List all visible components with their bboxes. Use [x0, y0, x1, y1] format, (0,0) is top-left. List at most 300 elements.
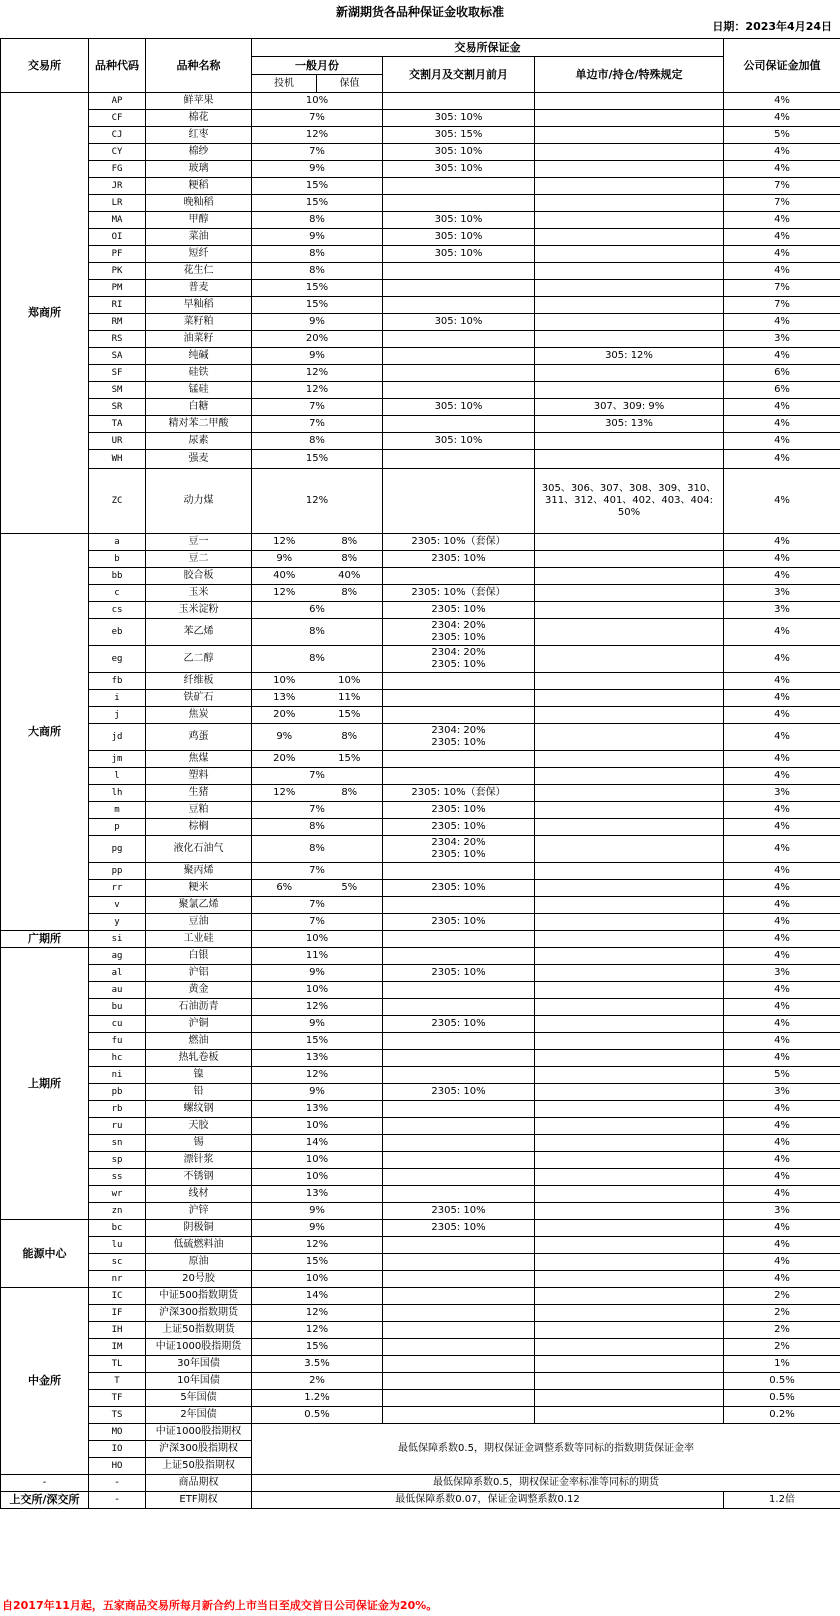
delivery-cell: 2305: 10%（套保）	[383, 785, 535, 802]
name-cell: 红枣	[146, 127, 252, 144]
header-row-1	[1, 39, 840, 57]
name-cell: 油菜籽	[146, 331, 252, 348]
special-cell	[535, 365, 724, 382]
general-month-cell: 12%	[252, 1237, 383, 1254]
name-cell: 菜籽粕	[146, 314, 252, 331]
special-cell	[535, 999, 724, 1016]
table-row	[1, 127, 840, 144]
name-cell: 中证500指数期货	[146, 1288, 252, 1305]
header-exchange: 交易所	[1, 39, 89, 93]
special-cell	[535, 450, 724, 469]
code-cell: bb	[89, 568, 146, 585]
table-row	[1, 982, 840, 999]
table-row	[1, 1390, 840, 1407]
table-row	[1, 1339, 840, 1356]
table-row	[1, 836, 840, 863]
special-cell	[535, 1169, 724, 1186]
special-cell	[535, 619, 724, 646]
table-row	[1, 93, 840, 110]
table-row	[1, 1424, 840, 1441]
table-row	[1, 144, 840, 161]
delivery-cell	[383, 178, 535, 195]
special-cell	[535, 1237, 724, 1254]
general-month-cell: 8%	[252, 433, 383, 450]
special-cell	[535, 785, 724, 802]
header-company-add: 公司保证金加值	[724, 39, 840, 93]
company-add-cell: 2%	[724, 1305, 840, 1322]
special-cell	[535, 534, 724, 551]
company-add-cell: 3%	[724, 331, 840, 348]
table-row	[1, 897, 840, 914]
name-cell: 30年国债	[146, 1356, 252, 1373]
delivery-cell	[383, 1390, 535, 1407]
company-add-cell: 4%	[724, 399, 840, 416]
general-month-cell: 20%	[252, 331, 383, 348]
company-add-cell: 2%	[724, 1322, 840, 1339]
general-month-cell: 3.5%	[252, 1356, 383, 1373]
code-cell: i	[89, 690, 146, 707]
spec-cell: 12%	[252, 785, 317, 802]
general-month-cell: 15%	[252, 280, 383, 297]
delivery-cell: 305: 10%	[383, 399, 535, 416]
code-cell: SR	[89, 399, 146, 416]
special-cell	[535, 110, 724, 127]
special-cell	[535, 1033, 724, 1050]
special-cell	[535, 1220, 724, 1237]
code-cell: ag	[89, 948, 146, 965]
code-cell: bu	[89, 999, 146, 1016]
name-cell: 白糖	[146, 399, 252, 416]
spec-cell: 40%	[252, 568, 317, 585]
special-cell	[535, 1390, 724, 1407]
table-row	[1, 1169, 840, 1186]
company-add-cell: 4%	[724, 212, 840, 229]
general-month-cell: 2%	[252, 1373, 383, 1390]
table-row	[1, 469, 840, 534]
name-cell: 天胶	[146, 1118, 252, 1135]
header-general-month: 一般月份	[252, 57, 383, 75]
special-cell	[535, 1356, 724, 1373]
code-cell: SM	[89, 382, 146, 399]
name-cell: 玉米	[146, 585, 252, 602]
name-cell: 沪深300指数期货	[146, 1305, 252, 1322]
company-add-cell: 4%	[724, 646, 840, 673]
header-code: 品种代码	[89, 39, 146, 93]
table-row	[1, 1033, 840, 1050]
table-row	[1, 880, 840, 897]
general-month-cell: 9%	[252, 1220, 383, 1237]
name-cell: 沪铜	[146, 1016, 252, 1033]
delivery-cell	[383, 982, 535, 999]
name-cell: 豆一	[146, 534, 252, 551]
name-cell: 豆二	[146, 551, 252, 568]
general-month-cell: 9%	[252, 348, 383, 365]
table-row	[1, 246, 840, 263]
table-row	[1, 1135, 840, 1152]
table-row	[1, 914, 840, 931]
special-cell	[535, 914, 724, 931]
company-add-cell: 4%	[724, 1237, 840, 1254]
name-cell: 中证1000股指期货	[146, 1339, 252, 1356]
special-cell	[535, 551, 724, 568]
delivery-line: 2305: 10%	[431, 737, 486, 748]
hedge-cell: 8%	[317, 724, 383, 751]
name-cell: 阴极铜	[146, 1220, 252, 1237]
company-add-cell: 4%	[724, 450, 840, 469]
code-cell: MO	[89, 1424, 146, 1441]
general-month-cell: 7%	[252, 802, 383, 819]
general-month-cell: 7%	[252, 110, 383, 127]
delivery-cell: 2305: 10%	[383, 1016, 535, 1033]
name-cell: 花生仁	[146, 263, 252, 280]
name-cell: 5年国债	[146, 1390, 252, 1407]
general-month-cell: 10%	[252, 1152, 383, 1169]
code-cell: IO	[89, 1441, 146, 1458]
name-cell: 纤维板	[146, 673, 252, 690]
special-cell	[535, 751, 724, 768]
special-cell	[535, 802, 724, 819]
delivery-cell	[383, 1373, 535, 1390]
header-delivery: 交割月及交割月前月	[383, 57, 535, 93]
special-cell	[535, 229, 724, 246]
exchange-cell: 郑商所	[1, 93, 89, 534]
delivery-cell	[383, 690, 535, 707]
name-cell: 晚籼稻	[146, 195, 252, 212]
special-cell	[535, 1339, 724, 1356]
delivery-cell	[383, 1101, 535, 1118]
company-add-cell: 7%	[724, 195, 840, 212]
header-hedge: 保值	[317, 75, 383, 93]
company-add-cell: 4%	[724, 999, 840, 1016]
company-add-cell: 4%	[724, 819, 840, 836]
exchange-cell: 能源中心	[1, 1220, 89, 1288]
name-cell: 螺纹钢	[146, 1101, 252, 1118]
special-cell	[535, 863, 724, 880]
code-cell: b	[89, 551, 146, 568]
hedge-cell: 15%	[317, 707, 383, 724]
company-add-cell: 4%	[724, 1169, 840, 1186]
code-cell: hc	[89, 1050, 146, 1067]
company-add-cell: 7%	[724, 178, 840, 195]
name-cell: 工业硅	[146, 931, 252, 948]
general-month-cell: 7%	[252, 897, 383, 914]
general-month-cell: 9%	[252, 965, 383, 982]
company-add-cell: 4%	[724, 314, 840, 331]
special-cell	[535, 1152, 724, 1169]
delivery-cell: 305: 10%	[383, 161, 535, 178]
table-row	[1, 212, 840, 229]
special-cell	[535, 1067, 724, 1084]
table-row	[1, 1220, 840, 1237]
table-row	[1, 948, 840, 965]
company-add-cell: 5%	[724, 1067, 840, 1084]
name-cell: 上证50指数期货	[146, 1322, 252, 1339]
code-cell: sp	[89, 1152, 146, 1169]
exchange-cell: 上交所/深交所	[1, 1492, 89, 1509]
code-cell: c	[89, 585, 146, 602]
code-cell: SF	[89, 365, 146, 382]
special-cell	[535, 880, 724, 897]
code-cell: TL	[89, 1356, 146, 1373]
delivery-cell	[383, 1339, 535, 1356]
delivery-line: 2304: 20%	[431, 620, 486, 631]
delivery-cell: 305: 10%	[383, 144, 535, 161]
general-month-cell: 12%	[252, 1067, 383, 1084]
code-cell: sc	[89, 1254, 146, 1271]
name-cell: 锰硅	[146, 382, 252, 399]
special-cell	[535, 178, 724, 195]
company-add-cell: 4%	[724, 931, 840, 948]
company-add-cell: 4%	[724, 229, 840, 246]
name-cell: 鲜苹果	[146, 93, 252, 110]
code-cell: a	[89, 534, 146, 551]
name-cell: 动力煤	[146, 469, 252, 534]
name-cell: 镍	[146, 1067, 252, 1084]
table-row	[1, 534, 840, 551]
delivery-cell	[383, 1237, 535, 1254]
name-cell: 早籼稻	[146, 297, 252, 314]
company-add-cell: 1%	[724, 1356, 840, 1373]
general-month-cell: 9%	[252, 314, 383, 331]
exchange-cell: 中金所	[1, 1288, 89, 1475]
header-name: 品种名称	[146, 39, 252, 93]
name-cell: 纯碱	[146, 348, 252, 365]
code-cell: MA	[89, 212, 146, 229]
delivery-cell	[383, 263, 535, 280]
code-cell: -	[89, 1475, 146, 1492]
company-add-cell: 4%	[724, 768, 840, 785]
table-row	[1, 1254, 840, 1271]
name-cell: 白银	[146, 948, 252, 965]
special-cell	[535, 161, 724, 178]
name-cell: 硅铁	[146, 365, 252, 382]
delivery-cell: 2305: 10%	[383, 602, 535, 619]
company-add-cell: 4%	[724, 263, 840, 280]
general-month-cell: 9%	[252, 229, 383, 246]
code-cell: nr	[89, 1271, 146, 1288]
hedge-cell: 40%	[317, 568, 383, 585]
delivery-cell: 2305: 10%	[383, 1084, 535, 1101]
table-row	[1, 965, 840, 982]
name-cell: 棉花	[146, 110, 252, 127]
company-add-cell: 4%	[724, 1186, 840, 1203]
code-cell: zn	[89, 1203, 146, 1220]
table-row	[1, 751, 840, 768]
name-cell: 精对苯二甲酸	[146, 416, 252, 433]
code-cell: pp	[89, 863, 146, 880]
code-cell: ss	[89, 1169, 146, 1186]
company-add-cell: 4%	[724, 673, 840, 690]
special-cell	[535, 836, 724, 863]
general-month-cell: 13%	[252, 1186, 383, 1203]
general-month-cell: 10%	[252, 1271, 383, 1288]
delivery-cell	[383, 297, 535, 314]
special-cell	[535, 1203, 724, 1220]
delivery-cell	[383, 1254, 535, 1271]
table-row	[1, 399, 840, 416]
name-cell: 棕榈	[146, 819, 252, 836]
name-cell: 上证50股指期权	[146, 1458, 252, 1475]
code-cell: jm	[89, 751, 146, 768]
table-row	[1, 297, 840, 314]
delivery-cell	[383, 999, 535, 1016]
delivery-line: 2304: 20%	[431, 647, 486, 658]
code-cell: eb	[89, 619, 146, 646]
special-cell	[535, 263, 724, 280]
code-cell: si	[89, 931, 146, 948]
code-cell: fb	[89, 673, 146, 690]
delivery-cell: 2305: 10%（套保）	[383, 534, 535, 551]
code-cell: WH	[89, 450, 146, 469]
company-add-cell: 4%	[724, 982, 840, 999]
company-add-cell: 4%	[724, 1118, 840, 1135]
general-month-cell: 9%	[252, 161, 383, 178]
name-cell: 石油沥青	[146, 999, 252, 1016]
name-cell: 原油	[146, 1254, 252, 1271]
company-add-cell: 2%	[724, 1339, 840, 1356]
special-cell	[535, 433, 724, 450]
code-cell: bc	[89, 1220, 146, 1237]
code-cell: ru	[89, 1118, 146, 1135]
company-add-cell: 4%	[724, 751, 840, 768]
code-cell: fu	[89, 1033, 146, 1050]
name-cell: 乙二醇	[146, 646, 252, 673]
delivery-cell: 2305: 10%	[383, 802, 535, 819]
delivery-cell: 305: 15%	[383, 127, 535, 144]
name-cell: 焦煤	[146, 751, 252, 768]
delivery-cell	[383, 1322, 535, 1339]
general-month-cell: 8%	[252, 646, 383, 673]
table-row	[1, 382, 840, 399]
delivery-cell	[383, 836, 535, 863]
special-cell	[535, 195, 724, 212]
special-cell	[535, 297, 724, 314]
margin-table	[0, 38, 840, 1509]
name-cell: 粳米	[146, 880, 252, 897]
code-cell: IM	[89, 1339, 146, 1356]
delivery-cell	[383, 1169, 535, 1186]
special-cell	[535, 1305, 724, 1322]
delivery-cell	[383, 1050, 535, 1067]
delivery-cell	[383, 751, 535, 768]
table-row	[1, 1475, 840, 1492]
company-add-cell: 4%	[724, 1152, 840, 1169]
general-month-cell: 6%	[252, 602, 383, 619]
delivery-cell	[383, 1271, 535, 1288]
company-add-cell: 4%	[724, 1016, 840, 1033]
table-row	[1, 1356, 840, 1373]
delivery-cell	[383, 568, 535, 585]
code-cell: UR	[89, 433, 146, 450]
code-cell: RM	[89, 314, 146, 331]
name-cell: 不锈钢	[146, 1169, 252, 1186]
table-row	[1, 819, 840, 836]
special-cell	[535, 1118, 724, 1135]
code-cell: TA	[89, 416, 146, 433]
name-cell: 漂针浆	[146, 1152, 252, 1169]
code-cell: lh	[89, 785, 146, 802]
name-cell: 锡	[146, 1135, 252, 1152]
general-month-cell: 7%	[252, 416, 383, 433]
general-month-cell: 10%	[252, 1169, 383, 1186]
code-cell: eg	[89, 646, 146, 673]
name-cell: 聚氯乙烯	[146, 897, 252, 914]
general-month-cell: 12%	[252, 1305, 383, 1322]
delivery-cell	[383, 416, 535, 433]
table-row	[1, 673, 840, 690]
table-row	[1, 802, 840, 819]
name-cell: 热轧卷板	[146, 1050, 252, 1067]
name-cell: 铅	[146, 1084, 252, 1101]
general-month-cell: 0.5%	[252, 1407, 383, 1424]
general-month-cell: 15%	[252, 297, 383, 314]
table-row	[1, 690, 840, 707]
special-cell	[535, 1050, 724, 1067]
company-add-cell: 7%	[724, 280, 840, 297]
table-row	[1, 707, 840, 724]
exchange-cell: 大商所	[1, 534, 89, 931]
special-cell	[535, 1084, 724, 1101]
special-cell	[535, 897, 724, 914]
company-add-cell: 4%	[724, 724, 840, 751]
table-row	[1, 1067, 840, 1084]
table-row	[1, 229, 840, 246]
general-month-cell: 10%	[252, 931, 383, 948]
code-cell: pb	[89, 1084, 146, 1101]
company-add-cell: 5%	[724, 127, 840, 144]
hedge-cell: 10%	[317, 673, 383, 690]
general-month-cell: 12%	[252, 999, 383, 1016]
company-add-cell: 4%	[724, 1254, 840, 1271]
name-cell: 豆油	[146, 914, 252, 931]
delivery-cell	[383, 897, 535, 914]
general-month-cell: 12%	[252, 382, 383, 399]
code-cell: cs	[89, 602, 146, 619]
code-cell: ZC	[89, 469, 146, 534]
spec-cell: 13%	[252, 690, 317, 707]
company-add-cell: 4%	[724, 161, 840, 178]
delivery-cell	[383, 1305, 535, 1322]
general-month-cell: 9%	[252, 1016, 383, 1033]
company-add-cell: 4%	[724, 707, 840, 724]
special-cell	[535, 382, 724, 399]
general-month-cell: 8%	[252, 619, 383, 646]
general-month-cell: 12%	[252, 469, 383, 534]
company-add-cell: 4%	[724, 1033, 840, 1050]
delivery-cell	[383, 673, 535, 690]
hedge-cell: 8%	[317, 585, 383, 602]
special-cell: 305、306、307、308、309、310、311、312、401、402、403、404: 50%	[535, 469, 724, 534]
delivery-cell	[383, 1135, 535, 1152]
general-month-cell: 9%	[252, 1084, 383, 1101]
table-row	[1, 331, 840, 348]
code-cell: RS	[89, 331, 146, 348]
code-cell: PK	[89, 263, 146, 280]
name-cell: 铁矿石	[146, 690, 252, 707]
general-month-cell: 15%	[252, 1339, 383, 1356]
spec-cell: 9%	[252, 724, 317, 751]
delivery-cell: 2305: 10%（套保）	[383, 585, 535, 602]
general-month-cell: 7%	[252, 914, 383, 931]
code-cell: CJ	[89, 127, 146, 144]
name-cell: 燃油	[146, 1033, 252, 1050]
company-add-cell: 4%	[724, 836, 840, 863]
delivery-cell	[383, 863, 535, 880]
date-label: 日期：2023年4月24日	[712, 20, 832, 33]
hedge-cell: 8%	[317, 534, 383, 551]
name-cell: 2年国债	[146, 1407, 252, 1424]
table-row	[1, 1237, 840, 1254]
